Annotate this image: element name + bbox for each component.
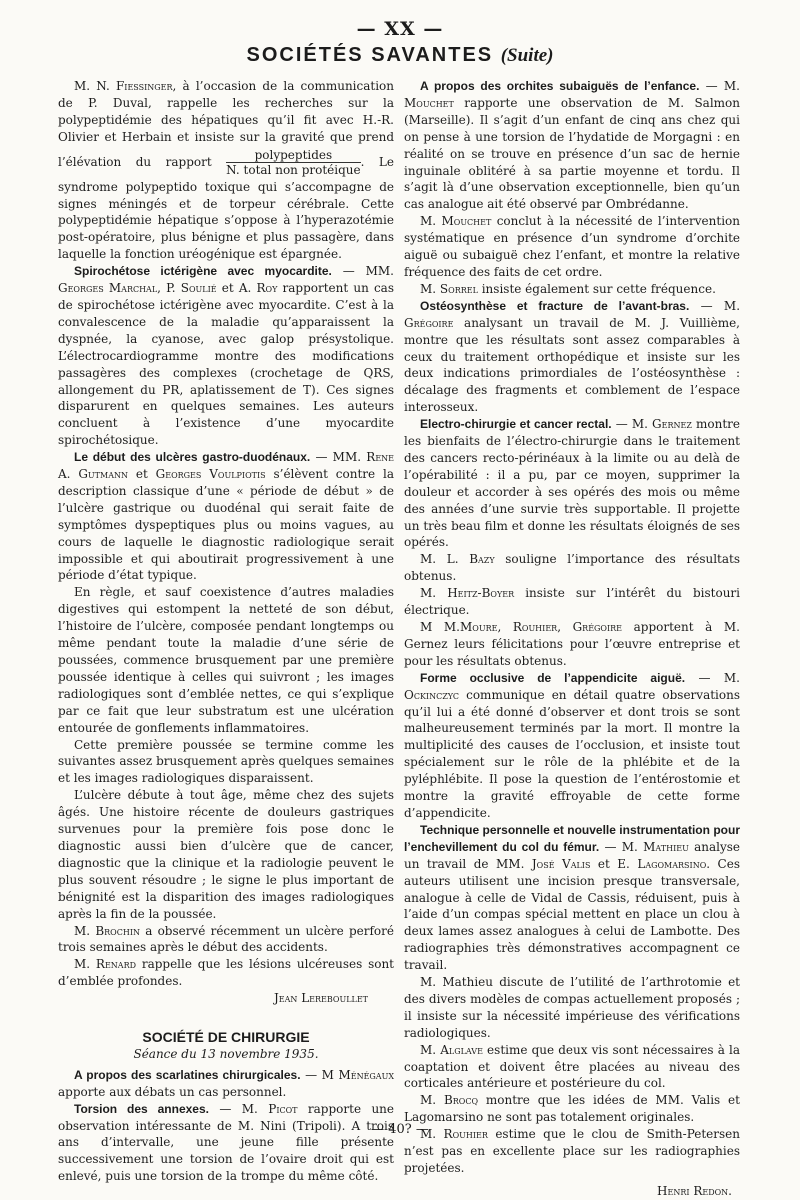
- paragraph-brochin: M. Brochin a observé récemment un ulcère perforé trois semaines après le début des accidents.: [58, 923, 394, 955]
- page-number: — XX —: [356, 18, 444, 40]
- header-title: SOCIÉTÉS SAVANTES: [246, 44, 494, 66]
- paragraph-signature-redon: Henri Redon.: [657, 1183, 732, 1198]
- paragraph-osteosynthese: Ostéosynthèse et fracture de l’avant-bras. — M. Grégoire analysant un travail de M. J. Vuillième, montre que les résultats sont assez comparables à ceux du traitement orthopédique et insiste sur les deux indications primordiales de l’ostéosynthèse : décalage des fragments et comblement de l’espace interosseux.: [404, 298, 741, 415]
- paragraph-signature-lereboullet: Jean Lereboullet: [273, 991, 368, 1006]
- paragraph-heitz-boyer: M. Heitz-Boyer insiste sur l’intérêt du bistouri électrique.: [404, 586, 740, 618]
- paragraph-fiessinger: M. N. Fiessinger, à l’occasion de la communication de P. Duval, rappelle les recherches sur la polypeptidémie des hépatiques qu’il fit avec H.-R. Olivier et Herbain et insiste sur la gravité que prend l’élévation du rapport $\frac{\text{polypeptides}}{\text{N. total non protéique}}$ . Le syndrome polypeptido toxique qui s’accompagne de signes méningés et de torpeur cérébrale. Cette polypeptidémie hépatique s’oppose à l’hyperazotémie post-opératoire, plus bénigne et plus passagère, dans laquelle la fonction uréogénique est épargnée.: [58, 79, 395, 262]
- paragraph-section-title: SOCIÉTÉ DE CHIRURGIE: [142, 1029, 310, 1046]
- paragraph-spirochetose: Spirochétose ictérigène avec myocardite. — MM. Georges Marchal, P. Soulié et A. Roy rapportent un cas de spirochétose ictérigène avec myocardite. C’est à la convalescence de la maladie qu’apparaissent la dyspnée, la cyanose, avec galop présystolique. L’électrocardiogramme montre des modifications passagères des complexes (crochetage de QRS, allongement du PR, aplatissement de T). Ces signes disparurent en quelques semaines. Les auteurs concluent à l’existence d’une myocardite spirochétosique.: [58, 264, 394, 448]
- paragraph-en-regle: En règle, et sauf coexistence d’autres maladies digestives qui estompent la netteté de son début, l’histoire de l’ulcère, composée pendant longtemps ou même pendant toute la maladie d’une série de poussées, commence brusquement par une première poussée identique à celles qui suivront ; les images radiologiques sont d’emblée nettes, ce qui s’explique par ce fait que leur substratum est une ulcération entourée de gonflements inflammatoires.: [58, 585, 394, 735]
- paragraph-section-date: Séance du 13 novembre 1935.: [133, 1046, 319, 1061]
- paragraph-bazy: M. L. Bazy souligne l’importance des résultats obtenus.: [404, 552, 741, 584]
- right-column: [404, 78, 740, 1200]
- paragraph-scarlatines: A propos des scarlatines chirurgicales. — M Ménégaux apporte aux débats un cas personnel.: [58, 1067, 395, 1099]
- paragraph-premiere-poussee: Cette première poussée se termine comme les suivantes assez brusquement après quelques semaines et les images radiologiques disparaissent.: [58, 737, 394, 786]
- paragraph-rouhier: M. Rouhier estime que le clou de Smith-Petersen n’est pas en excellente place sur les radiographies projetées.: [404, 1127, 740, 1175]
- paragraph-brocq: M. Brocq montre que les idées de MM. Valis et Lagomarsino ne sont pas totalement originales.: [404, 1093, 740, 1125]
- paragraph-torsion-annexes: Torsion des annexes. — M. Picot rapporte une observation intéressante de M. Nini (Tripoli). A trois ans d’intervalle, une jeune fille présente successivement une torsion de l’ovaire droit qui est enlevé, puis une torsion de la trompe du même côté.: [58, 1101, 394, 1184]
- paragraph-electro-chirurgie: Electro-chirurgie et cancer rectal. — M. Gernez montre les bienfaits de l’électro-chirurgie dans le traitement des cancers recto-périnéaux à la limite ou au delà de l’opérabilité : il a pu, par ce moyen, supprimer la douleur et accorder à ses opérés des mois ou même des années d’une survie très supportable. Il projette un très beau film et donne les résultats éloignés de ses opérés.: [404, 417, 741, 550]
- paragraph-technique-personnelle: Technique personnelle et nouvelle instrumentation pour l’enchevillement du col du fémur. — M. Mathieu analyse un travail de MM. José Valis et E. Lagomarsino. Ces auteurs utilisent une incision presque transversale, analogue à celle de Vidal de Cassis, réduisent, puis à l’aide d’un compas spécial mettent en place un clou à deux lames assez analogues à celui de Lambotte. Des radiographies très démonstratives accompagnent ce travail.: [404, 822, 740, 973]
- paragraph-ulceres-debut: Le début des ulcères gastro-duodénaux. — MM. Rene A. Gutmann et Georges Voulpiotis s’élèvent contre la description classique d’une « période de début » de l’ulcère gastrique ou duodénal qui serait faite de symptômes dyspeptiques plus ou moins vagues, au cours de laquelle le diagnostic radiologique serait impossible et qui aboutirait progressivement à une période d’état typique.: [58, 450, 394, 583]
- page-header: [0, 44, 800, 67]
- paragraph-sorrel: M. Sorrel insiste également sur cette fréquence.: [420, 281, 716, 296]
- paragraph-moure: M M.Moure, Rouhier, Grégoire apportent à M. Gernez leurs félicitations pour l’œuvre entreprise et pour les résultats obtenus.: [404, 620, 740, 668]
- paragraph-forme-occlusive: Forme occlusive de l’appendicite aiguë. — M. Ockinczyc communique en détail quatre observations qu’il lui a été donné d’observer et dont trois se sont malheureusement terminés par la mort. Il montre la multiplicité des causes de l’occlusion, et insiste tout spécialement sur le rôle de la phlébite et de la pyléphlébite. Il pose la question de l’entérostomie et montre la gravité effroyable de cette forme d’appendicite.: [404, 670, 741, 820]
- paragraph-mouchet-conclut: M. Mouchet conclut à la nécessité de l’intervention systématique en présence d’un syndrome d’orchite aiguë ou subaiguë chez l’enfant, et montre la relative fréquence des faits de cet ordre.: [404, 214, 741, 279]
- paragraph-alglave: M. Alglave estime que deux vis sont nécessaires à la coaptation et doivent être placées au niveau des corticales antérieure et postérieure du col.: [404, 1042, 740, 1091]
- left-column: [58, 78, 394, 1185]
- header-suite: (Suite): [500, 45, 554, 66]
- page-footer: — 40? —: [371, 1122, 429, 1137]
- paragraph-mathieu-discute: M. Mathieu discute de l’utilité de l’arthrotomie et des divers modèles de compas actuellement proposés ; il insiste sur la nécessité impérieuse des vérifications radiologiques.: [404, 975, 740, 1040]
- paragraph-ulcere-age: L’ulcère débute à tout âge, même chez des sujets âgés. Une histoire récente de douleurs gastriques survenues pour la première fois pose donc le diagnostic aussi bien d’ulcère que de cancer, diagnostic que la clinique et la radiologie peuvent le plus souvent résoudre ; le signe le plus important de bénignité est la disparition des images radiologiques après la fin de la poussée.: [58, 788, 394, 921]
- paragraph-renard: M. Renard rappelle que les lésions ulcéreuses sont d’emblée profondes.: [58, 957, 394, 989]
- paragraph-orchites: A propos des orchites subaiguës de l’enfance. — M. Mouchet rapporte une observation de M. Salmon (Marseille). Il s’agit d’un enfant de cinq ans chez qui on pense à une torsion de l’hydatide de Morgagni : en réalité on se trouve en présence d’un sac de hernie inguinale oblitéré à sa partie moyenne et tordu. Il s’agit là d’une observation exceptionnelle, bien qu’un cas analogue ait été observé par Ombrédanne.: [404, 79, 740, 212]
